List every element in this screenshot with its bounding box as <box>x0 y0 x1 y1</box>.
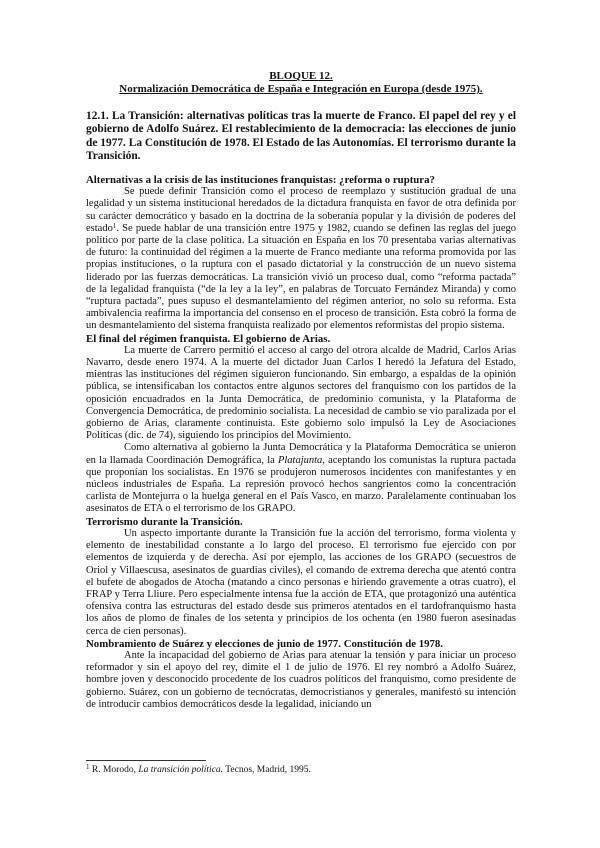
subheading-alternativas: Alternativas a la crisis de las instituciones franquistas: ¿reforma o ruptura? <box>86 174 435 186</box>
paragraph: La muerte de Carrero permitió el acceso al cargo del otrora alcalde de Madrid, Carlos Arias Navarro, desde enero 1974. A la muerte del dictador Juan Carlos I heredó la Jefatura del Estado, mientras las instituciones del régimen siguieron funcionando. Sin embargo, a espaldas de la opinión pública, se intensificaban los contactos entre algunos sectores del franquismo con los partidos de la oposición encuadrados en la Junta Democrática, de predominio comunista, y la Plataforma de Convergencia Democrática, de predominio socialista. La necesidad de cambio se vio paralizada por el gobierno de Arias, claramente continuista. Este gobierno solo impulsó la Ley de Asociaciones Políticas (dic. de 74), siguiendo los principios del Movimiento. <box>86 344 516 442</box>
subheading-suarez: Nombramiento de Suárez y elecciones de junio de 1977. Constitución de 1978. <box>86 637 443 650</box>
footnote-book-title: La transición política. <box>138 765 224 775</box>
footnote: $^1$ R. Morodo, La transición política. Tecnos, Madrid, 1995. <box>86 763 311 775</box>
paragraph: Se puede definir Transición como el proceso de reemplazo y sustitución gradual de una legalidad y un sistema institucional heredados de la dictadura franquista en favor de otra definida por su carácter democrático y basado en la doctrina de la soberanía popular y la división de poderes del estado$^1$. Se puede hablar de una transición entre 1975 y 1982, cuando se definen las reglas del juego político por parte de la clase política. La situación en España en los 70 presentaba varias alternativas de futuro: la continuidad del régimen a la muerte de Franco mediante una reforma promovida por las propias instituciones, o la ruptura con el pasado dictatorial y la construcción de un nuevo sistema liderado por las fuerzas democráticas. La transición vivió un proceso dual, como “reforma pactada” de la legalidad franquista (“de la ley a la ley”, en palabras de Torcuato Fernández Miranda) y como “ruptura pactada”, pues supuso el desmantelamiento del régimen anterior, no solo su reforma. Esta ambivalencia reafirma la importancia del consenso en el proceso de transición. Esta cobró la forma de un desmantelamiento del sistema franquista realizado por elementos reformistas del propio sistema. <box>86 186 516 332</box>
footnote-number: 1 <box>86 763 90 771</box>
section-heading: 12.1. La Transición: alternativas políticas tras la muerte de Franco. El papel del rey y el gobierno de Adolfo Suárez. El restablecimiento de la democracia: las elecciones de junio de 1977. La Constitución de 1978. El Estado de las Autonomías. El terrorismo durante la Transición. <box>86 110 516 162</box>
document-header <box>86 70 516 96</box>
paragraph: Ante la incapacidad del gobierno de Arias para atenuar la tensión y para iniciar un proceso reformador y sin el apoyo del rey, dimite el 1 de julio de 1976. El rey nombró a Adolfo Suárez, hombre joven y desconocido procedente de los cuadros políticos del franquismo, como presidente de gobierno. Suárez, con un gobierno de tecnócratas, democristianos y generales, manifestó su intención de introducir cambios democráticos desde la legalidad, iniciando un <box>86 649 516 710</box>
paragraph: Como alternativa al gobierno la Junta Democrática y la Plataforma Democrática se unieron en la llamada Coordinación Demográfica, la Platajunta, aceptando los comunistas la ruptura pactada que proponían los socialistas. En 1976 se produjeron numerosos incidentes con manifestantes y en núcleos industriales de España. La represión provocó hechos sangrientos como la concentración carlista de Montejurra o la huelga general en el País Vasco, en marzo. Paralelamente continuaban los asesinatos de ETA o el terrorismo de los GRAPO. <box>86 442 516 515</box>
italic-term: Platajunta <box>277 454 323 466</box>
bloque-label: BLOQUE 12. <box>269 70 333 82</box>
footnote-divider <box>86 760 206 761</box>
bloque-title: Normalización Democrática de España e Integración en Europa (desde 1975). <box>119 83 483 95</box>
footnote-ref[interactable]: 1 <box>112 221 117 230</box>
subheading-terrorismo: Terrorismo durante la Transición. <box>86 515 243 528</box>
main-text <box>86 174 516 711</box>
subheading-final-regimen: El final del régimen franquista. El gobierno de Arias. <box>86 332 331 345</box>
paragraph: Un aspecto importante durante la Transición fue la acción del terrorismo, forma violenta y elemento de inestabilidad constante a lo largo del proceso. El terrorismo fue ejercido con por elementos de izquierda y de derecha. Así por ejemplo, las acciones de los GRAPO (secuestros de Oriol y Villaescusa, asesinatos de guardias civiles), el comando de extrema derecha que atentó contra el bufete de abogados de Atocha (matando a cinco personas e hiriendo gravemente a otras cuatro), el FRAP y Terra Lliure. Pero especialmente intensa fue la acción de ETA, que protagonizó una auténtica ofensiva contra las estructuras del estado desde sus primeros atentados en el tardofranquismo hasta los años de plomo de finales de los setenta y principios de los ochenta (en 1980 fueron asesinadas cerca de cien personas). <box>86 527 516 637</box>
